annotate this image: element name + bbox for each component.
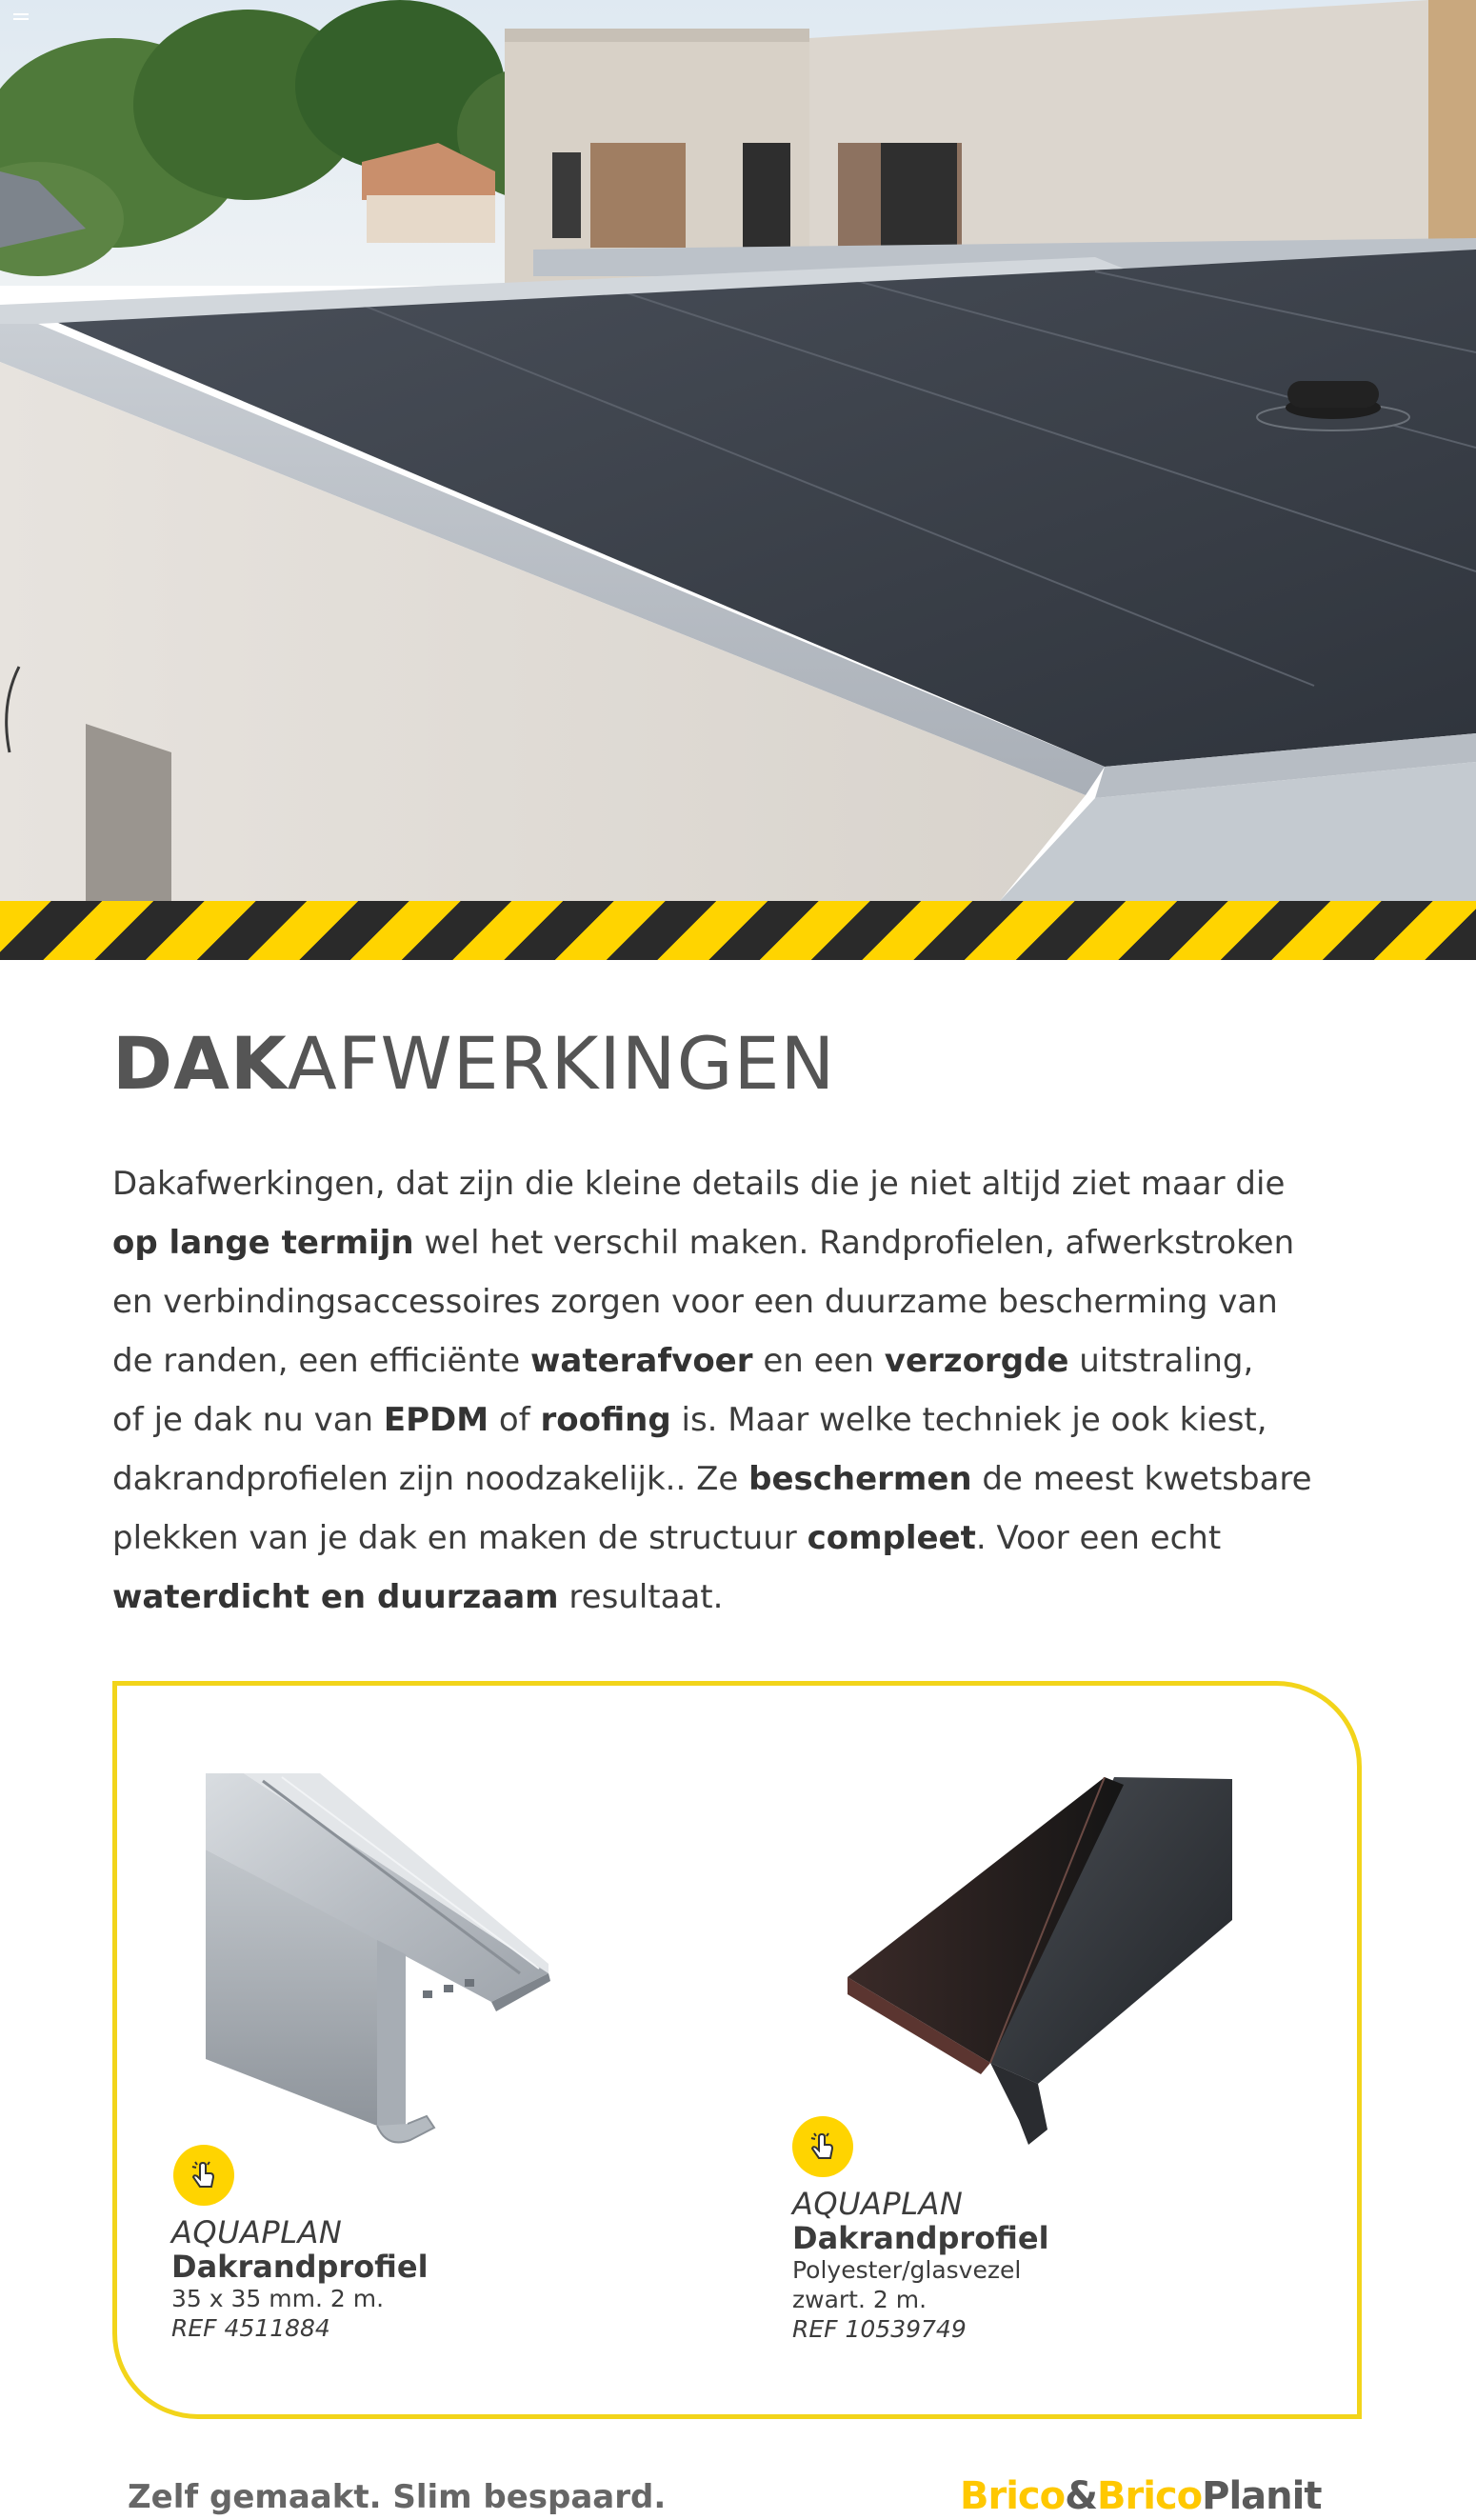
intro-text: en een [752, 1342, 885, 1380]
page-title [112, 1021, 835, 1107]
title-light-part: AFWERKINGEN [287, 1021, 836, 1106]
menu-icon[interactable] [13, 13, 29, 23]
intro-line [112, 1390, 1388, 1450]
intro-paragraph [112, 1154, 1388, 1627]
intro-line [112, 1450, 1388, 1509]
intro-emphasis: compleet [807, 1519, 976, 1557]
intro-emphasis: EPDM [383, 1401, 489, 1439]
product-name: Dakrandprofiel [171, 2249, 429, 2285]
intro-emphasis: waterdicht en duurzaam [112, 1578, 559, 1616]
intro-emphasis: verzorgde [884, 1342, 1069, 1380]
product-spec: zwart. 2 m. [792, 2286, 927, 2313]
title-bold-part: DAK [112, 1021, 288, 1106]
product-spec: 35 x 35 mm. 2 m. [171, 2285, 385, 2312]
product-spec: Polyester/glasvezel [792, 2256, 1022, 2284]
aluminium-roof-edge-profile-image[interactable] [206, 1773, 550, 2149]
intro-text: dakrandprofielen zijn noodzakelijk.. Ze [112, 1460, 749, 1498]
intro-text: en verbindingsaccessoires zorgen voor een duurzame bescherming van [112, 1283, 1278, 1321]
hand-pointer-icon [804, 2128, 842, 2166]
hand-pointer-icon [185, 2156, 223, 2194]
tap-product-badge-1[interactable] [173, 2145, 234, 2206]
intro-emphasis: roofing [540, 1401, 671, 1439]
intro-text: de randen, een efficiënte [112, 1342, 530, 1380]
intro-text: de meest kwetsbare [971, 1460, 1312, 1498]
intro-text: resultaat. [558, 1578, 724, 1616]
hero-photo-flat-roof [0, 0, 1476, 901]
intro-text: Dakafwerkingen, dat zijn die kleine details die je niet altijd ziet maar die [112, 1165, 1286, 1203]
intro-emphasis: op lange termijn [112, 1224, 414, 1262]
intro-text: uitstraling, [1068, 1342, 1254, 1380]
intro-line [112, 1509, 1388, 1568]
intro-emphasis: beschermen [748, 1460, 972, 1498]
intro-emphasis: waterafvoer [529, 1342, 753, 1380]
intro-line [112, 1272, 1388, 1331]
intro-text: plekken van je dak en maken de structuur [112, 1519, 808, 1557]
product-name: Dakrandprofiel [792, 2220, 1049, 2256]
product-ref: REF 4511884 [171, 2314, 330, 2342]
black-roof-edge-profile-image[interactable] [848, 1777, 1232, 2145]
product-card-2[interactable] [792, 2187, 1049, 2344]
tap-product-badge-2[interactable] [792, 2116, 853, 2177]
footer-tagline: Zelf gemaakt. Slim bespaard. [128, 2478, 667, 2516]
intro-line [112, 1568, 1388, 1627]
intro-line [112, 1331, 1388, 1390]
product-brand: AQUAPLAN [792, 2186, 964, 2222]
intro-line [112, 1213, 1388, 1272]
intro-text: of je dak nu van [112, 1401, 384, 1439]
intro-text: is. Maar welke techniek je ook kiest, [670, 1401, 1267, 1439]
intro-text: . Voor een echt [975, 1519, 1222, 1557]
intro-text: wel het verschil maken. Randprofielen, afwerkstroken [413, 1224, 1295, 1262]
intro-line [112, 1154, 1388, 1213]
hazard-stripe-divider [0, 901, 1476, 960]
product-brand: AQUAPLAN [171, 2214, 343, 2250]
product-ref: REF 10539749 [792, 2315, 967, 2343]
brico-briconplanit-logo[interactable]: Brico&BricoPlanit [960, 2474, 1322, 2518]
product-card-1[interactable] [171, 2215, 429, 2343]
intro-text: of [489, 1401, 541, 1439]
